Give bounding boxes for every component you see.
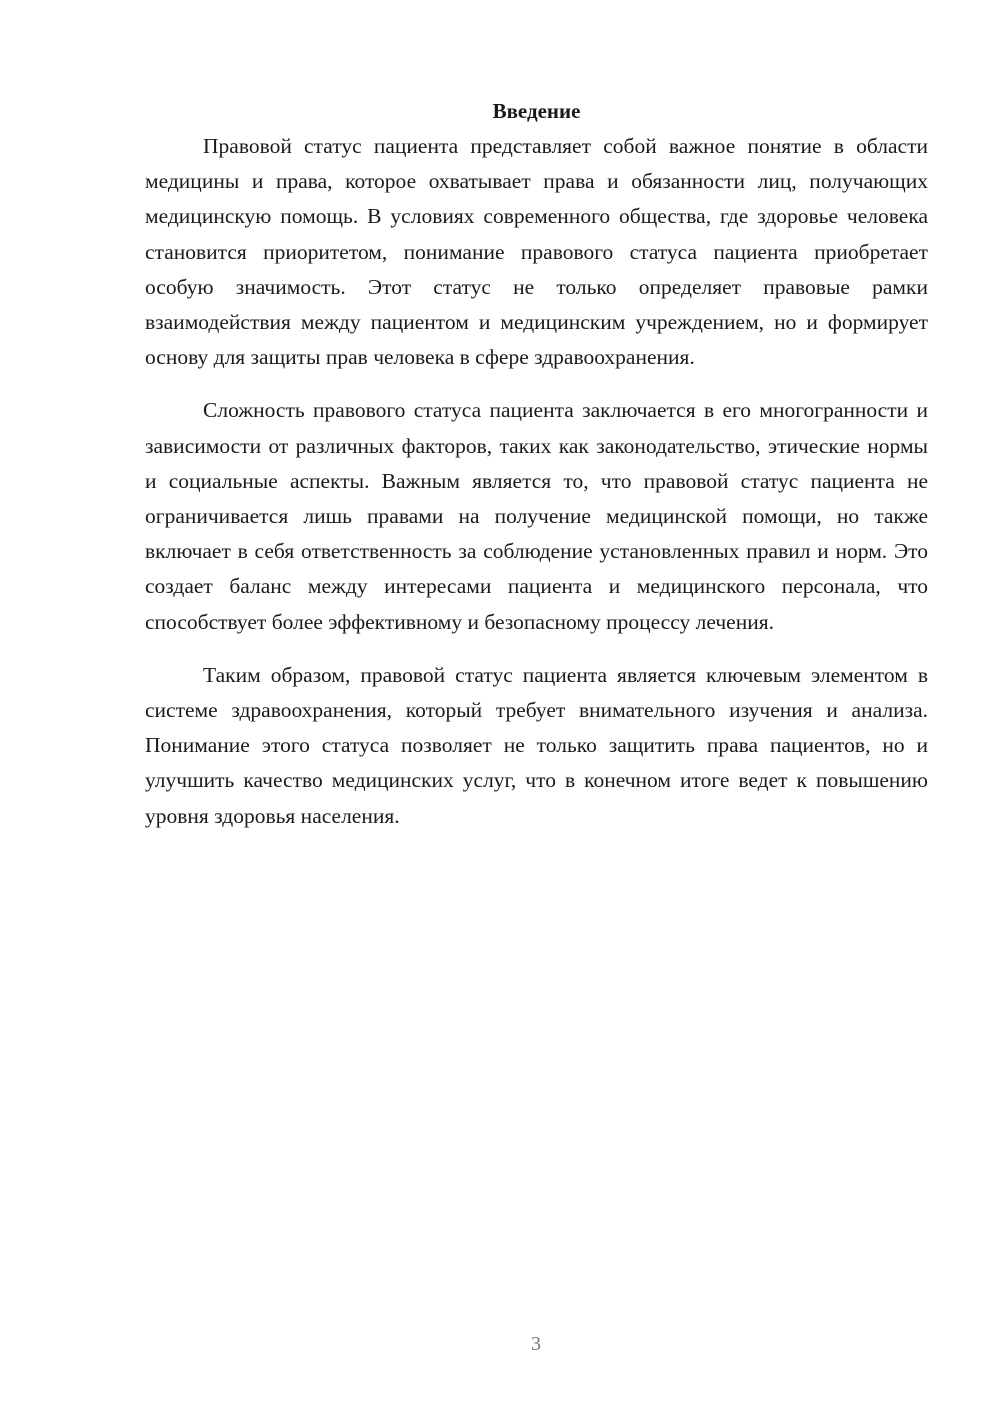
- page-number: 3: [531, 1333, 541, 1355]
- section-heading: Введение: [492, 99, 581, 123]
- paragraph-3: Таким образом, правовой статус пациента является ключевым элементом в системе здравоохранения, который требует внимательного изучения и анализа. Понимание этого статуса позволяет не только защитить права пациентов, но и улучшить качество медицинских услуг, что в конечном итоге ведет к повышению уровня здоровья населения.: [145, 662, 928, 828]
- page-content: [145, 95, 928, 834]
- paragraph-2: Сложность правового статуса пациента заключается в его многогранности и зависимости от различных факторов, таких как законодательство, этические нормы и социальные аспекты. Важным является то, что правовой статус пациента не ограничивается лишь правами на получение медицинской помощи, но также включает в себя ответственность за соблюдение установленных правил и норм. Это создает баланс между интересами пациента и медицинского персонала, что способствует более эффективному и безопасному процессу лечения.: [145, 398, 928, 634]
- paragraph-1: Правовой статус пациента представляет собой важное понятие в области медицины и права, которое охватывает права и обязанности лиц, получающих медицинскую помощь. В условиях современного общества, где здоровье человека становится приоритетом, понимание правового статуса пациента приобретает особую значимость. Этот статус не только определяет правовые рамки взаимодействия между пациентом и медицинским учреждением, но и формирует основу для защиты прав человека в сфере здравоохранения.: [145, 134, 928, 370]
